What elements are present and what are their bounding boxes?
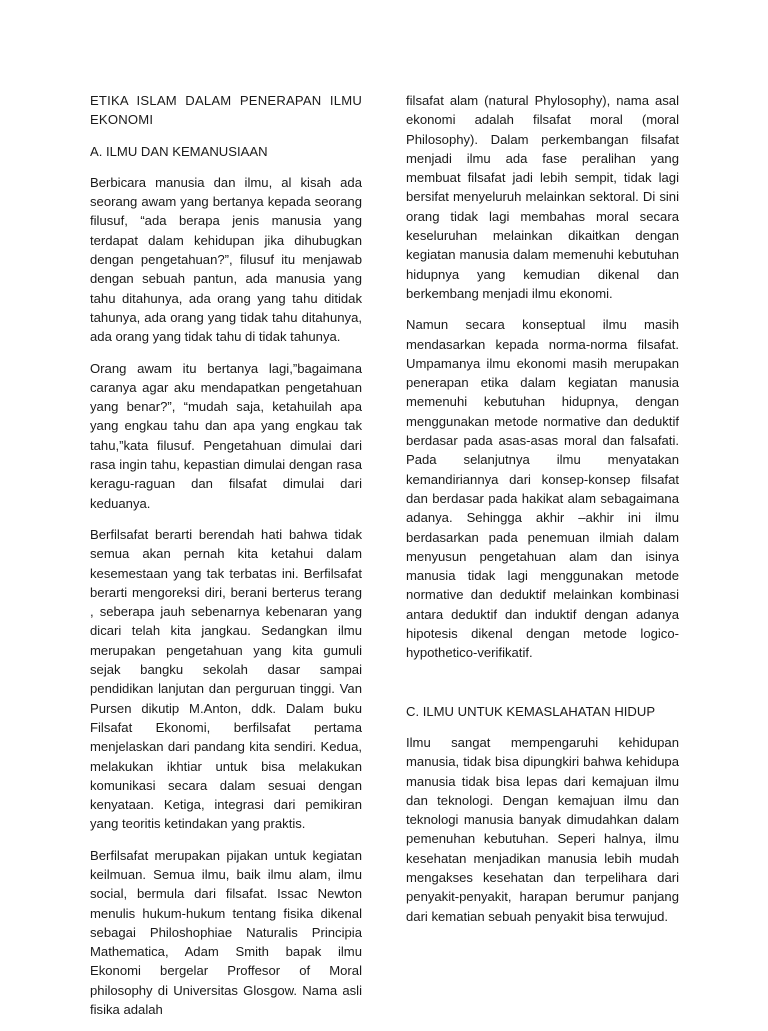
paragraph: Ilmu sangat mempengaruhi kehidupan manusia, tidak bisa dipungkiri bahwa kehidupa manusia tidak bisa lepas dari kemajuan ilmu dan teknologi. Dengan kemajuan ilmu dan teknologi manusia banyak dimudahkan dalam pemenuhan kebutuhan. Seperi halnya, ilmu kesehatan menjadikan manusia lebih mudah mengakses kesehatan dan terpelihara dari penyakit-penyakit, harapan berumur panjang dari kematian sebuah penyakit bisa terwujud.	[406, 734, 679, 924]
paragraph: Namun secara konseptual ilmu masih mendasarkan kepada norma-norma filsafat. Umpamanya ilmu ekonomi masih merupakan penerapan etika dalam kegiatan manusia memenuhi kebutuhan hidupnya, dengan menggunakan metode normative dan deduktif berdasar pada asas-asas moral dan falsafati. Pada selanjutnya ilmu menyatakan kemandiriannya dari konsep-konsep filsafat dan berdasar pada hakikat alam sebagaimana adanya. Sehingga akhir –akhir ini ilmu berdasarkan pada penemuan ilmiah dalam menyusun pengetahuan alam dan isinya manusia tidak lagi menggunakan metode normative dan deduktif melainkan kombinasi antara deduktif dan induktif dengan adanya hipotesis dikenal dengan metode logico-hypothetico-verifikatif.	[406, 317, 679, 661]
section-spacer	[406, 675, 679, 702]
paragraph: Berfilsafat berarti berendah hati bahwa tidak semua akan pernah kita ketahui dalam kesemestaan yang tak terbatas ini. Berfilsafat berarti mengoreksi diri, berani berterus terang , seberapa jauh sebenarnya kebenaran yang dicari telah kita jangkau. Sedangkan ilmu merupakan pengetahuan yang kita gumuli sejak bangku sekolah dasar sampai pendidikan lanjutan dan perguruan tinggi. Van Pursen dikutip M.Anton, ddk. Dalam buku Filsafat Ekonomi, berfilsafat pertama menjelaskan dari pandang kita sendiri. Kedua, melakukan ikhtiar untuk bisa melakukan komunikasi secara dalam sesuai dengan kenyataan. Ketiga, integrasi dari pemikiran yang teoritis ketindakan yang praktis.	[90, 526, 362, 832]
document-title: ETIKA ISLAM DALAM PENERAPAN ILMU EKONOMI	[90, 93, 362, 128]
paragraph: Berbicara manusia dan ilmu, al kisah ada seorang awam yang bertanya kepada seorang filusuf, “ada berapa jenis manusia yang terdapat dalam kehidupan jika dihubugkan dengan pengetahuan?”, filusuf itu menjawab dengan sebuah pantun, ada manusia yang tahu ditahunya, ada orang yang tahu ditidak tahunya, ada orang yang tidak tahu ditahunya, ada orang yang tidak tahu di tidak tahunya.	[90, 174, 362, 345]
paragraph: filsafat alam (natural Phylosophy), nama asal ekonomi adalah filsafat moral (moral Philosophy). Dalam perkembangan filsafat menjadi ilmu ada fase peralihan yang membuat filsafat jadi lebih sempit, tidak lagi bersifat menyeluruh melainkan sektoral. Di sini orang tidak lagi membahas moral secara keseluruhan melainkan dikaitkan dengan kegiatan manusia dalam memenuhi kebutuhan hidupnya yang kemudian dikenal dan berkembang menjadi ilmu ekonomi.	[406, 93, 679, 301]
paragraph: Berfilsafat merupakan pijakan untuk kegiatan keilmuan. Semua ilmu, baik ilmu alam, ilmu social, bermula dari filsafat. Issac Newton menulis hukum-hukum tentang fisika dikenal sebagai Philoshophiae Naturalis Principia Mathematica, Adam Smith bapak ilmu Ekonomi bergelar Proffesor of Moral philosophy di Universitas Glosgow. Nama asli fisika adalah	[90, 847, 362, 1018]
section-a-heading: A. ILMU DAN KEMANUSIAAN	[90, 143, 268, 159]
right-column	[406, 91, 679, 938]
section-c-heading: C. ILMU UNTUK KEMASLAHATAN HIDUP	[406, 703, 656, 719]
left-column	[90, 91, 362, 1031]
paragraph: Orang awam itu bertanya lagi,”bagaimana caranya agar aku mendapatkan pengetahuan yang benar?”, “mudah saja, ketahuilah apa yang engkau tahu dan apa yang engkau tak tahu,”kata filusuf. Pengetahuan dimulai dari rasa ingin tahu, kepastian dimulai dengan rasa keragu-raguan dan filsafat dimulai dari keduanya.	[90, 360, 362, 511]
